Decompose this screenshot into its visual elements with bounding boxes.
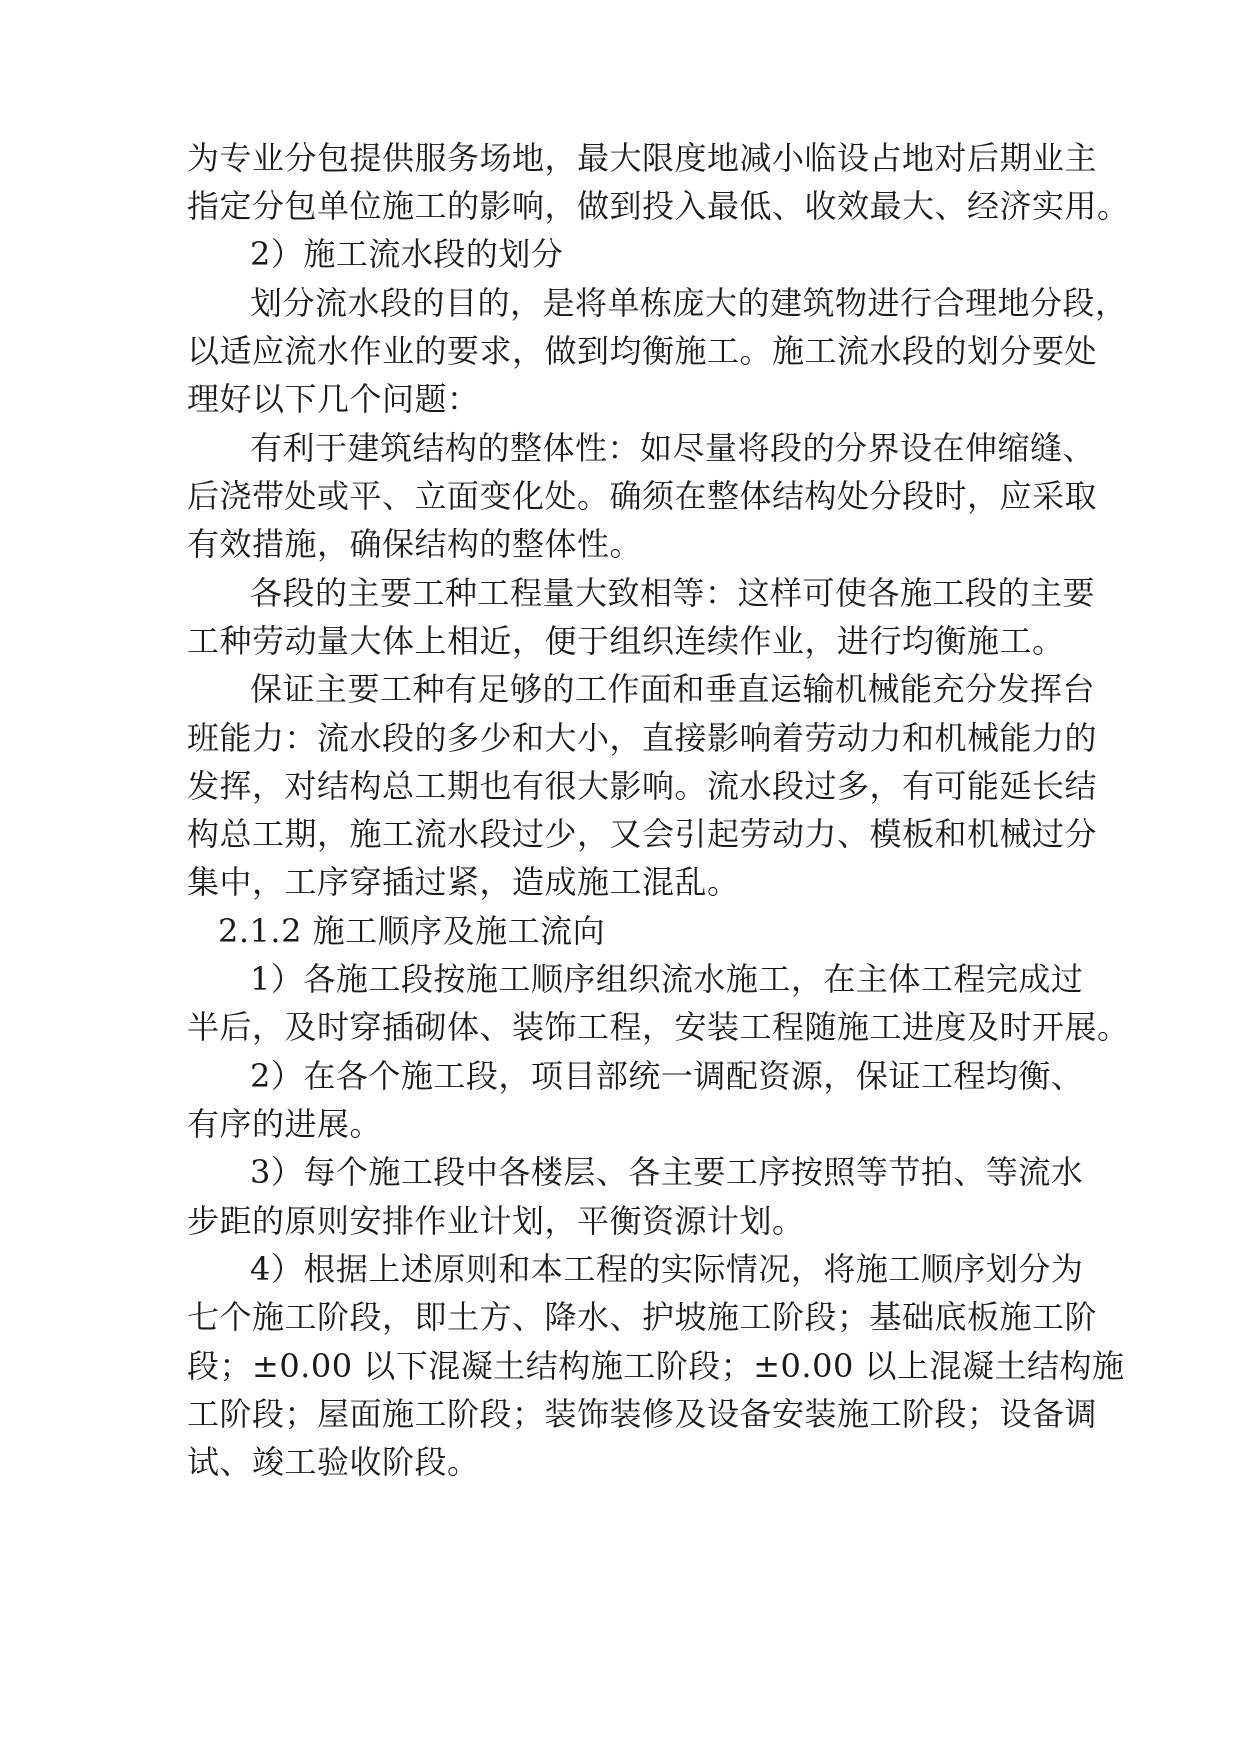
text-line: 后浇带处或平、立面变化处。确须在整体结构处分段时，应采取 (187, 477, 1098, 515)
text-line: 构总工期，施工流水段过少，又会引起劳动力、模板和机械过分 (187, 815, 1098, 853)
text-line: 保证主要工种有足够的工作面和垂直运输机械能充分发挥台 (250, 670, 1096, 708)
text-line: 3）每个施工段中各楼层、各主要工序按照等节拍、等流水 (250, 1153, 1084, 1191)
text-line: 七个施工阶段，即土方、降水、护坡施工阶段；基础底板施工阶 (187, 1298, 1098, 1336)
text-line: 试、竣工验收阶段。 (187, 1443, 480, 1481)
text-line: 有效措施，确保结构的整体性。 (187, 525, 643, 563)
text-line: 划分流水段的目的，是将单栋庞大的建筑物进行合理地分段， (250, 284, 1128, 322)
section-heading: 2）施工流水段的划分 (250, 235, 564, 273)
text-line: 发挥，对结构总工期也有很大影响。流水段过多，有可能延长结 (187, 767, 1098, 805)
text-line: 班能力：流水段的多少和大小，直接影响着劳动力和机械能力的 (187, 719, 1098, 757)
text-line: 工种劳动量大体上相近，便于组织连续作业，进行均衡施工。 (187, 622, 1065, 660)
text-line: 段；±0.00 以下混凝土结构施工阶段；±0.00 以上混凝土结构施 (187, 1347, 1125, 1385)
text-line: 半后，及时穿插砌体、装饰工程，安装工程随施工进度及时开展。 (187, 1008, 1130, 1046)
text-line: 有利于建筑结构的整体性：如尽量将段的分界设在伸缩缝、 (250, 429, 1096, 467)
text-line: 4）根据上述原则和本工程的实际情况，将施工顺序划分为 (250, 1250, 1084, 1288)
text-line: 指定分包单位施工的影响，做到投入最低、收效最大、经济实用。 (187, 187, 1130, 225)
text-line: 工阶段；屋面施工阶段；装饰装修及设备安装施工阶段；设备调 (187, 1395, 1098, 1433)
text-line: 2）在各个施工段，项目部统一调配资源，保证工程均衡、 (250, 1057, 1084, 1095)
text-line: 理好以下几个问题： (187, 380, 480, 418)
text-line: 以适应流水作业的要求，做到均衡施工。施工流水段的划分要处 (187, 332, 1098, 370)
text-line: 为专业分包提供服务场地，最大限度地减小临设占地对后期业主 (187, 139, 1098, 177)
text-line: 1）各施工段按施工顺序组织流水施工，在主体工程完成过 (250, 960, 1084, 998)
text-line: 各段的主要工种工程量大致相等：这样可使各施工段的主要 (250, 574, 1096, 612)
text-line: 步距的原则安排作业计划，平衡资源计划。 (187, 1202, 805, 1240)
section-heading: 2.1.2 施工顺序及施工流向 (218, 912, 606, 950)
text-line: 有序的进展。 (187, 1105, 383, 1143)
text-line: 集中，工序穿插过紧，造成施工混乱。 (187, 863, 740, 901)
